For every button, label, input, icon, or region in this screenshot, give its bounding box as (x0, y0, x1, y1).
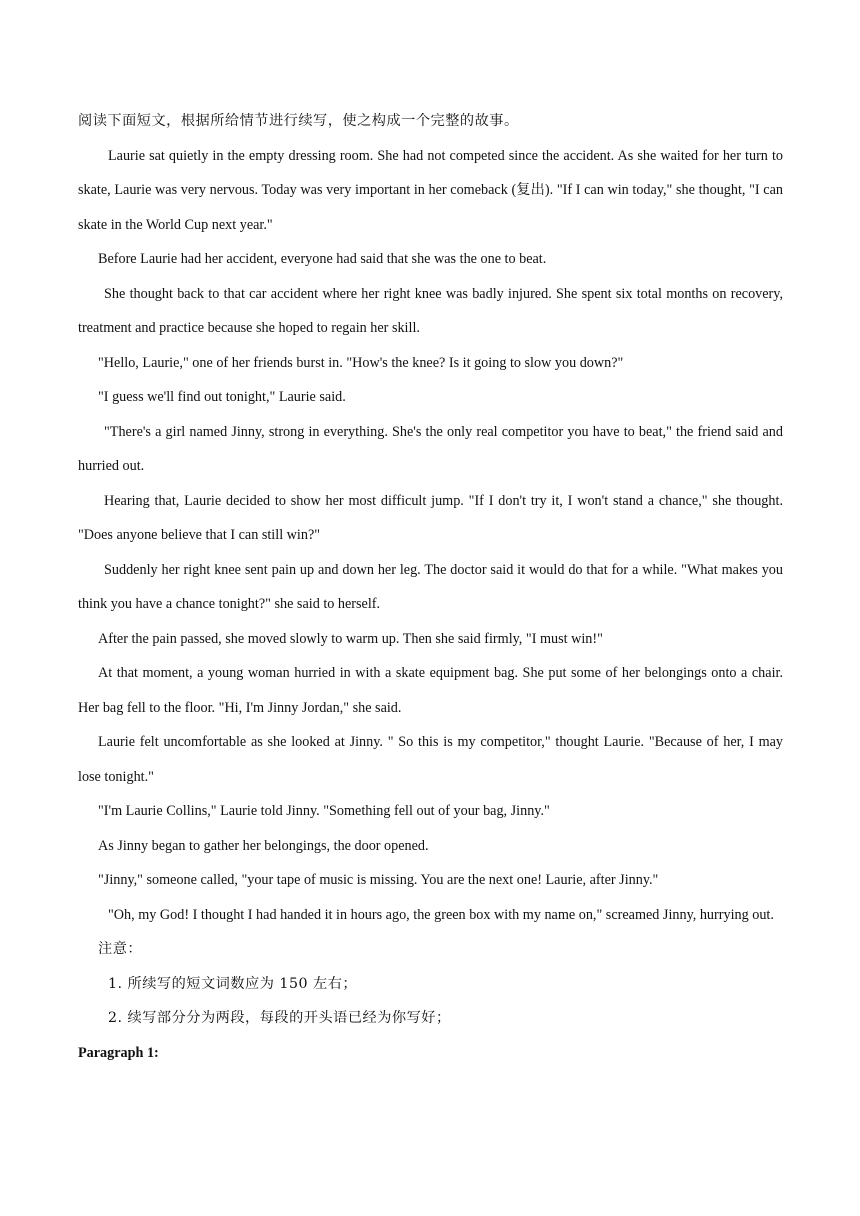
notes-title: 注意： (98, 941, 143, 957)
story-paragraph: "Oh, my God! I thought I had handed it in hours ago, the green box with my name on," screamed Jinny, hurrying out. (108, 906, 774, 923)
story-paragraph: She thought back to that car accident where her right knee was badly injured. She spent six total months on recovery, treatment and practice because she hoped to regain her skill. (78, 285, 783, 336)
story-paragraph: As Jinny began to gather her belongings, the door opened. (98, 837, 429, 854)
story-paragraph: Laurie sat quietly in the empty dressing room. She had not competed since the accident. As she waited for her turn to skate, Laurie was very nervous. Today was very important in her comeback (复出). "If I can win today," she thought, "I can skate in the World Cup next year." (78, 147, 783, 233)
story-paragraph: "There's a girl named Jinny, strong in everything. She's the only real competitor you have to beat," the friend said and hurried out. (78, 423, 783, 474)
story-paragraph: "I guess we'll find out tonight," Laurie said. (98, 389, 346, 405)
story-paragraph: Laurie felt uncomfortable as she looked at Jinny. " So this is my competitor," thought Laurie. "Because of her, I may lose tonight." (78, 734, 783, 785)
story-paragraph: Hearing that, Laurie decided to show her most difficult jump. "If I don't try it, I won't stand a chance," she thought. "Does anyone believe that I can still win?" (78, 492, 783, 543)
story-paragraph: At that moment, a young woman hurried in with a skate equipment bag. She put some of her belongings onto a chair. Her bag fell to the floor. "Hi, I'm Jinny Jordan," she said. (78, 665, 783, 716)
story-paragraph: "I'm Laurie Collins," Laurie told Jinny. "Something fell out of your bag, Jinny." (98, 803, 550, 819)
notes-item: 1. 所续写的短文词数应为 150 左右； (108, 975, 358, 992)
story-paragraph: "Hello, Laurie," one of her friends burst in. "How's the knee? Is it going to slow you down?" (98, 354, 624, 371)
document-page (78, 104, 783, 1070)
paragraph-heading: Paragraph 1: (78, 1044, 159, 1061)
notes-item: 2. 续写部分分为两段，每段的开头语已经为你写好； (108, 1010, 451, 1026)
story-paragraph: Suddenly her right knee sent pain up and down her leg. The doctor said it would do that for a while. "What makes you think you have a chance tonight?" she said to herself. (78, 561, 783, 612)
story-paragraph: Before Laurie had her accident, everyone had said that she was the one to beat. (98, 251, 547, 267)
story-paragraph: "Jinny," someone called, "your tape of music is missing. You are the next one! Laurie, after Jinny." (98, 872, 659, 888)
instruction-text: 阅读下面短文，根据所给情节进行续写，使之构成一个完整的故事。 (78, 113, 519, 129)
story-paragraph: After the pain passed, she moved slowly to warm up. Then she said firmly, "I must win!" (98, 630, 603, 647)
